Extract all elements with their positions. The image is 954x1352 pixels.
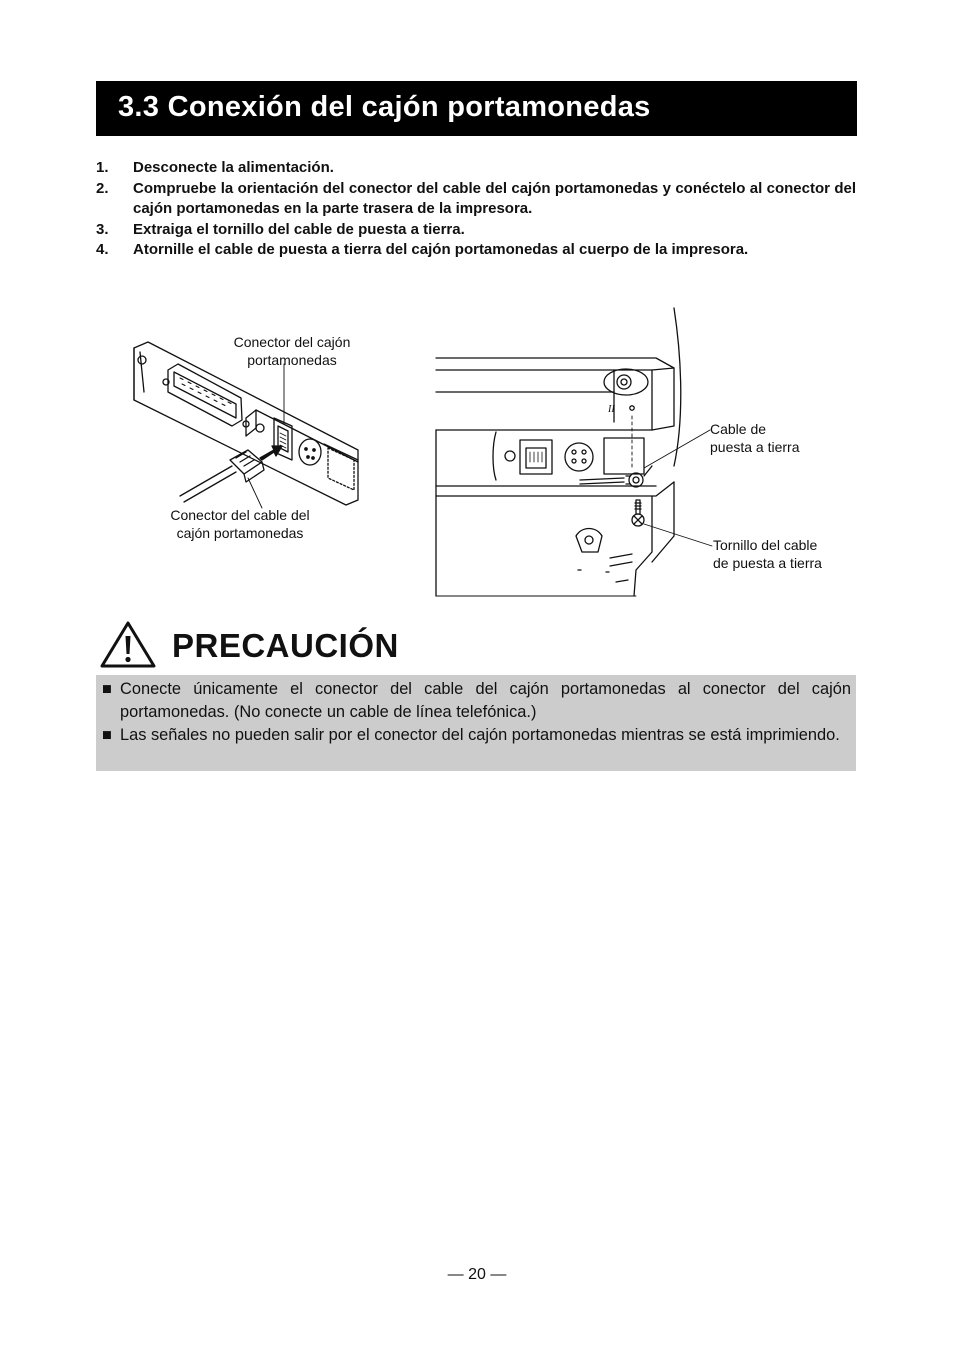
step-text: Atornille el cable de puesta a tierra del cajón portamonedas al cuerpo de la impresora. [133,241,749,258]
connection-figure [96,300,856,600]
caution-item [102,678,851,724]
roman-two-mark: II [608,404,615,415]
step-text: Compruebe la orientación del conector del cable del cajón portamonedas y conéctelo al conector del cajón portamonedas en la parte trasera de la impresora. [133,179,856,217]
step-number: 3. [96,220,109,238]
step-number: 4. [96,241,109,258]
bullet-square-icon: ■ [102,726,112,744]
step-item [96,220,856,241]
caution-header [100,620,399,670]
warning-triangle-icon [100,620,156,668]
step-item [96,240,856,261]
step-text: Extraiga el tornillo del cable de puesta a tierra. [133,220,465,238]
step-item [96,179,856,220]
step-text: Desconecte la alimentación. [133,159,334,176]
caution-item-text: Las señales no pueden salir por el conector del cajón portamonedas mientras se está imprimiendo. [120,726,840,744]
caution-item [102,724,851,747]
page-number: — 20 — [447,1266,507,1283]
caution-item-text: Conecte únicamente el conector del cable del cajón portamonedas al conector del cajón portamonedas. (No conecte un cable de línea telefónica.) [120,680,851,721]
drawer-cable-connector-label: Conector del cable del cajón portamonedas [170,507,310,541]
caution-title: PRECAUCIÓN [172,627,399,664]
step-number: 2. [96,179,109,197]
step-number: 1. [96,159,109,176]
ground-screw-drawing [632,500,644,526]
section-title-bar [96,81,857,136]
step-item [96,158,856,179]
ground-screw-label: Tornillo del cable de puesta a tierra [713,537,822,571]
printer-rear-drawing [436,308,712,596]
ground-cable-label: Cable de puesta a tierra [710,421,800,455]
steps-list [96,158,856,261]
drawer-connector-label: Conector del cajón portamonedas [233,334,351,368]
caution-box [96,675,856,771]
bullet-square-icon: ■ [102,680,112,698]
section-title: 3.3 Conexión del cajón portamonedas [118,91,651,123]
